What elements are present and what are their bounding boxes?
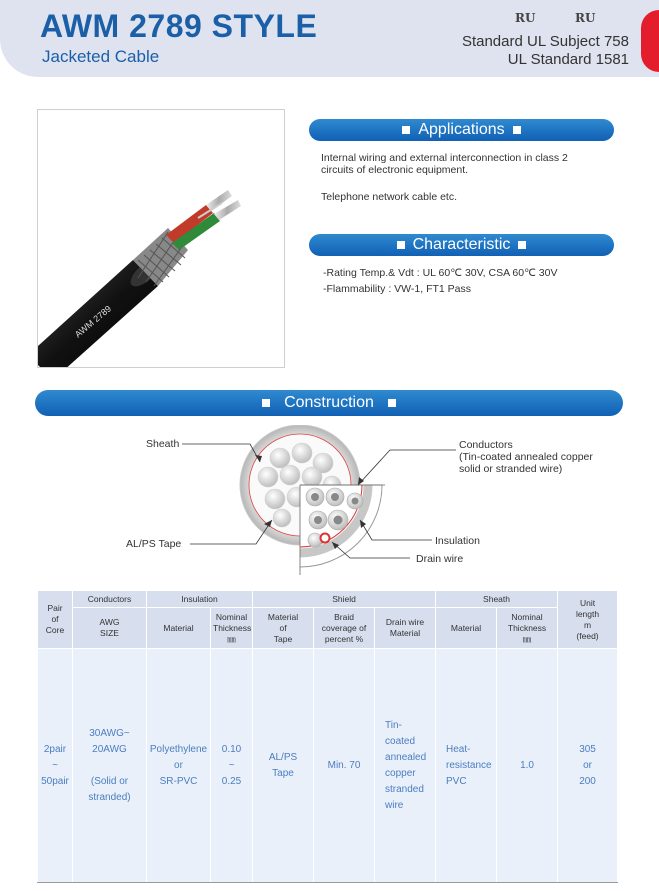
- square-bullet-icon: [402, 126, 410, 134]
- red-side-tab: [641, 10, 659, 72]
- col-awg-size: AWG SIZE: [73, 608, 147, 649]
- cul-mark-icon: RU: [575, 11, 596, 25]
- square-bullet-icon: [388, 399, 396, 407]
- label-conductors-detail-2: solid or stranded wire): [459, 463, 563, 475]
- cable-photo: [37, 109, 285, 368]
- applications-line-2: circuits of electronic equipment.: [321, 164, 469, 176]
- col-group-sheath: Sheath: [436, 591, 558, 608]
- label-conductors: Conductors: [459, 439, 513, 451]
- characteristic-heading-text: Characteristic: [412, 236, 511, 253]
- col-drain-material: Drain wire Material: [375, 608, 436, 649]
- page-header: [0, 0, 659, 77]
- standard-line-1: Standard UL Subject 758: [461, 33, 629, 50]
- label-tape: AL/PS Tape: [126, 538, 182, 550]
- col-group-insulation: Insulation: [147, 591, 253, 608]
- square-bullet-icon: [262, 399, 270, 407]
- cross-section-diagram: [110, 425, 593, 580]
- label-insulation: Insulation: [435, 535, 480, 547]
- standard-line-2: UL Standard 1581: [507, 51, 629, 68]
- col-sheath-thickness: Nominal Thickness ㎜: [497, 608, 558, 649]
- square-bullet-icon: [397, 241, 405, 249]
- col-tape-material: Material of Tape: [253, 608, 314, 649]
- col-insulation-thickness: Nominal Thickness ㎜: [211, 608, 253, 649]
- cell-sheath-thickness: 1.0: [497, 649, 558, 883]
- cell-pair: 2pair ~ 50pair: [38, 649, 73, 883]
- cell-drain-material: Tin- coated annealed copper stranded wire: [375, 649, 436, 883]
- cell-insulation-thickness: 0.10 ~ 0.25: [211, 649, 253, 883]
- characteristic-line-1: -Rating Temp.& Vdt : UL 60℃ 30V, CSA 60℃ 30V: [323, 267, 558, 279]
- col-sheath-material: Material: [436, 608, 497, 649]
- characteristic-heading: [309, 234, 614, 256]
- cell-insulation-material: Polyethylene or SR-PVC: [147, 649, 211, 883]
- construction-heading: [35, 390, 623, 416]
- col-pair-of-core: Pair of Core: [38, 591, 73, 649]
- cable-illustration: [38, 110, 285, 368]
- construction-heading-text: Construction: [284, 394, 374, 411]
- applications-heading-text: Applications: [418, 121, 505, 138]
- label-sheath: Sheath: [146, 438, 180, 450]
- col-insulation-material: Material: [147, 608, 211, 649]
- cell-unit-length: 305 or 200: [558, 649, 618, 883]
- cable-print-text: AWM 2789: [72, 303, 114, 340]
- applications-heading: [309, 119, 614, 141]
- cell-awg: 30AWG~ 20AWG (Solid or stranded): [73, 649, 147, 883]
- col-group-shield: Shield: [253, 591, 436, 608]
- label-conductors-detail-1: (Tin-coated annealed copper: [459, 451, 593, 463]
- cell-braid-coverage: Min. 70: [314, 649, 375, 883]
- cell-tape-material: AL/PS Tape: [253, 649, 314, 883]
- page-subtitle: Jacketed Cable: [42, 47, 160, 66]
- square-bullet-icon: [513, 126, 521, 134]
- col-braid-coverage: Braid coverage of percent %: [314, 608, 375, 649]
- applications-line-1: Internal wiring and external interconnection in class 2: [321, 152, 568, 164]
- square-bullet-icon: [518, 241, 526, 249]
- ul-mark-icon: RU: [515, 11, 536, 25]
- table-row: [38, 649, 618, 883]
- page-title: AWM 2789 STYLE: [40, 8, 318, 44]
- col-unit-length: Unit length m (feed): [558, 591, 618, 649]
- col-group-conductors: Conductors: [73, 591, 147, 608]
- cell-sheath-material: Heat- resistance PVC: [436, 649, 497, 883]
- label-drain-wire: Drain wire: [416, 553, 464, 565]
- applications-line-3: Telephone network cable etc.: [321, 191, 458, 203]
- specification-table: [37, 590, 618, 883]
- characteristic-line-2: -Flammability : VW-1, FT1 Pass: [323, 283, 471, 295]
